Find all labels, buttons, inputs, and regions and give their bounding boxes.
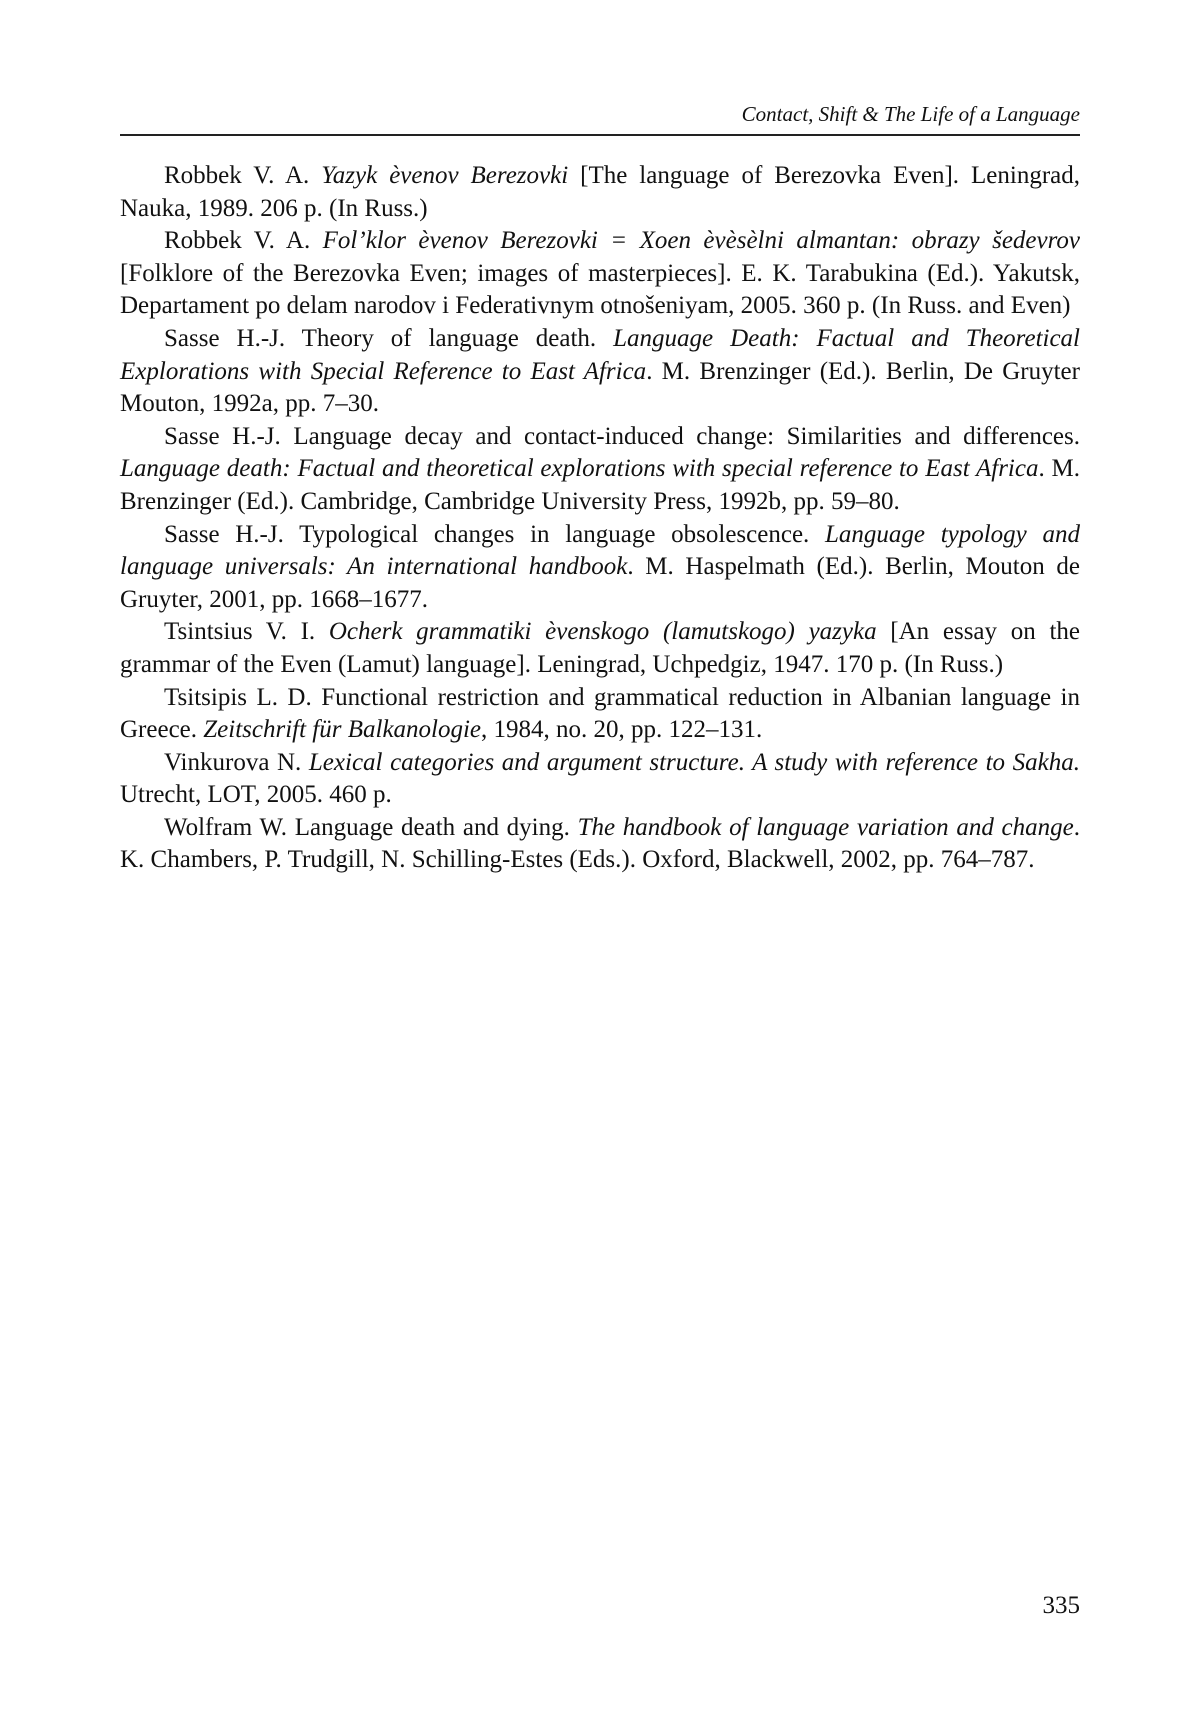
reference-title: Language death: Factual and theoretical explorations with special reference to East Africa [120,455,1039,483]
reference-details: [The language of Berezovka Even]. Leningrad, Nauka, 1989. 206 p. (In Russ.) [120,162,1080,222]
reference-author-text: Robbek V. A. [164,162,322,189]
reference-title: Fol’klor èvenov Berezovki = Xoen èvèsèlni almantan: obrazy šedevrov [322,227,1081,255]
reference-author-text: Tsintsius V. I. [164,618,329,646]
reference-author-text: Sasse H.-J. Theory of language death. [164,324,614,352]
running-header [120,100,1080,136]
reference-details: . M. Haspelmath (Ed.). Berlin, Mouton de Gruyter, 2001, pp. 1668–1677. [120,553,1080,613]
reference-title: Language Death: Factual and Theoretical Explorations with Special Reference to East Africa [120,324,1081,385]
reference-details: . K. Chambers, P. Trudgill, N. Schilling-Estes (Eds.). Oxford, Blackwell, 2002, pp. 764–787. [120,813,1080,874]
reference-author-text: Sasse H.-J. Language decay and contact-induced change: Similarities and differences. [164,422,1080,450]
reference-details: [An essay on the grammar of the Even (Lamut) language]. Leningrad, Uchpedgiz, 1947. 170 p. (In Russ.) [120,618,1080,678]
reference-title: Language typology and language universals: An international handbook [120,520,1080,581]
reference-entry [120,812,1080,877]
reference-title: Zeitschrift für Balkanologie [203,716,482,744]
reference-details: , 1984, no. 20, pp. 122–131. [481,716,763,744]
reference-title: The handbook of language variation and change [577,813,1074,841]
reference-entry [120,160,1080,225]
page-number: 335 [1042,1592,1080,1619]
reference-title: Yazyk èvenov Berezovki [321,162,569,189]
reference-author-text: Sasse H.-J. Typological changes in language obsolescence. [164,520,825,548]
reference-entry [120,682,1080,747]
reference-list [120,160,1080,877]
reference-entry [120,421,1080,519]
reference-author-text: Robbek V. A. [164,227,323,255]
reference-details: [Folklore of the Berezovka Even; images of masterpieces]. E. K. Tarabukina (Ed.). Yakutsk, Departament po delam narodov i Federativnym otnošeniyam, 2005. 360 p. (In Russ. and Even) [120,259,1080,320]
reference-entry [120,747,1080,812]
reference-entry [120,616,1080,681]
reference-details: . M. Brenzinger (Ed.). Berlin, De Gruyter Mouton, 1992a, pp. 7–30. [120,357,1080,418]
reference-entry [120,225,1080,323]
reference-entry [120,519,1080,617]
reference-author-text: Vinkurova N. [164,748,309,776]
running-title: Contact, Shift & The Life of a Language [741,102,1080,126]
reference-title: Lexical categories and argument structure. A study with reference to Sakha. [308,748,1080,776]
reference-details: . M. Brenzinger (Ed.). Cambridge, Cambridge University Press, 1992b, pp. 59–80. [120,455,1080,515]
reference-author-text: Tsitsipis L. D. Functional restriction and grammatical reduction in Albanian language in Greece. [120,683,1080,744]
reference-entry [120,323,1080,421]
reference-details: Utrecht, LOT, 2005. 460 p. [120,781,392,809]
reference-author-text: Wolfram W. Language death and dying. [164,813,578,841]
reference-title: Ocherk grammatiki èvenskogo (lamutskogo) yazyka [328,618,877,646]
